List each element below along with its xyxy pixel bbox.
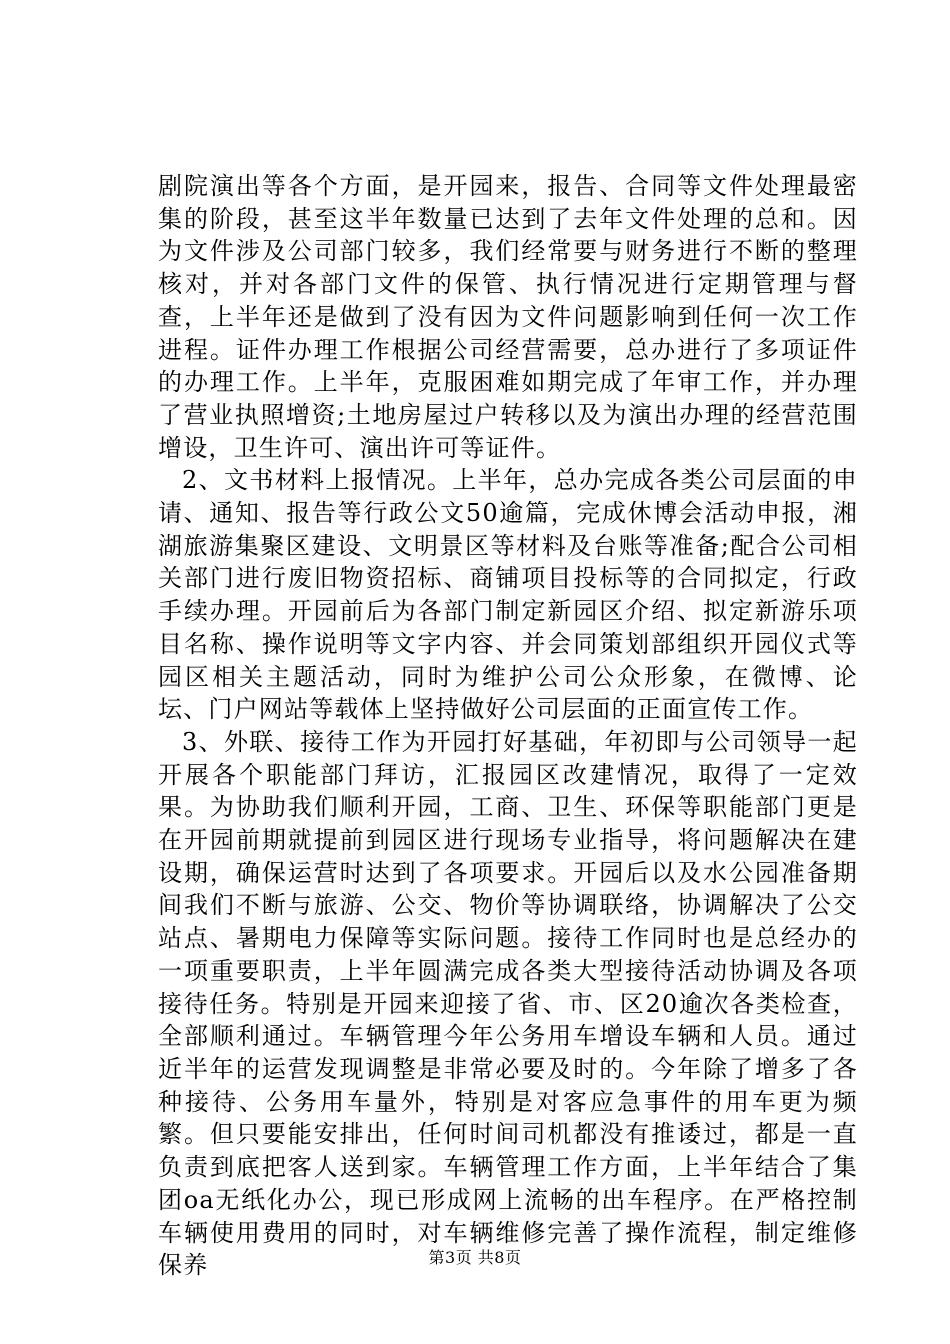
document-body (158, 170, 858, 1282)
paragraph-item-2: 2、文书材料上报情况。上半年，总办完成各类公司层面的申请、通知、报告等行政公文50逾篇，完成休博会活动申报，湘湖旅游集聚区建设、文明景区等材料及台账等准备;配合公司相关部门进行废旧物资招标、商铺项目投标等的合同拟定，行政手续办理。开园前后为各部门制定新园区介绍、拟定新游乐项目名称、操作说明等文字内容、并会同策划部组织开园仪式等园区相关主题活动，同时为维护公司公众形象，在微博、论坛、门户网站等载体上坚持做好公司层面的正面宣传工作。 (158, 466, 858, 724)
paragraph-item-3: 3、外联、接待工作为开园打好基础，年初即与公司领导一起开展各个职能部门拜访，汇报园区改建情况，取得了一定效果。为协助我们顺利开园，工商、卫生、环保等职能部门更是在开园前期就提前到园区进行现场专业指导，将问题解决在建设期，确保运营时达到了各项要求。开园后以及水公园准备期间我们不断与旅游、公交、物价等协调联络，协调解决了公交站点、暑期电力保障等实际问题。接待工作同时也是总经办的一项重要职责，上半年圆满完成各类大型接待活动协调及各项接待任务。特别是开园来迎接了省、市、区20逾次各类检查，全部顺利通过。车辆管理今年公务用车增设车辆和人员。通过近半年的运营发现调整是非常必要及时的。今年除了增多了各种接待、公务用车量外，特别是对客应急事件的用车更为频繁。但只要能安排出，任何时间司机都没有推诿过，都是一直负责到底把客人送到家。车辆管理工作方面，上半年结合了集团oa无纸化办公，现已形成网上流畅的出车程序。在严格控制车辆使用费用的同时，对车辆维修完善了操作流程，制定维修保养 (158, 727, 858, 1280)
paragraph-continued: 剧院演出等各个方面，是开园来，报告、合同等文件处理最密集的阶段，甚至这半年数量已达到了去年文件处理的总和。因为文件涉及公司部门较多，我们经常要与财务进行不断的整理核对，并对各部门文件的保管、执行情况进行定期管理与督查，上半年还是做到了没有因为文件问题影响到任何一次工作进程。证件办理工作根据公司经营需要，总办进行了多项证件的办理工作。上半年，克服困难如期完成了年审工作，并办理了营业执照增资;土地房屋过户转移以及为演出办理的经营范围增设，卫生许可、演出许可等证件。 (158, 172, 858, 462)
page-number-footer: 第3页 共8页 (428, 1248, 522, 1267)
